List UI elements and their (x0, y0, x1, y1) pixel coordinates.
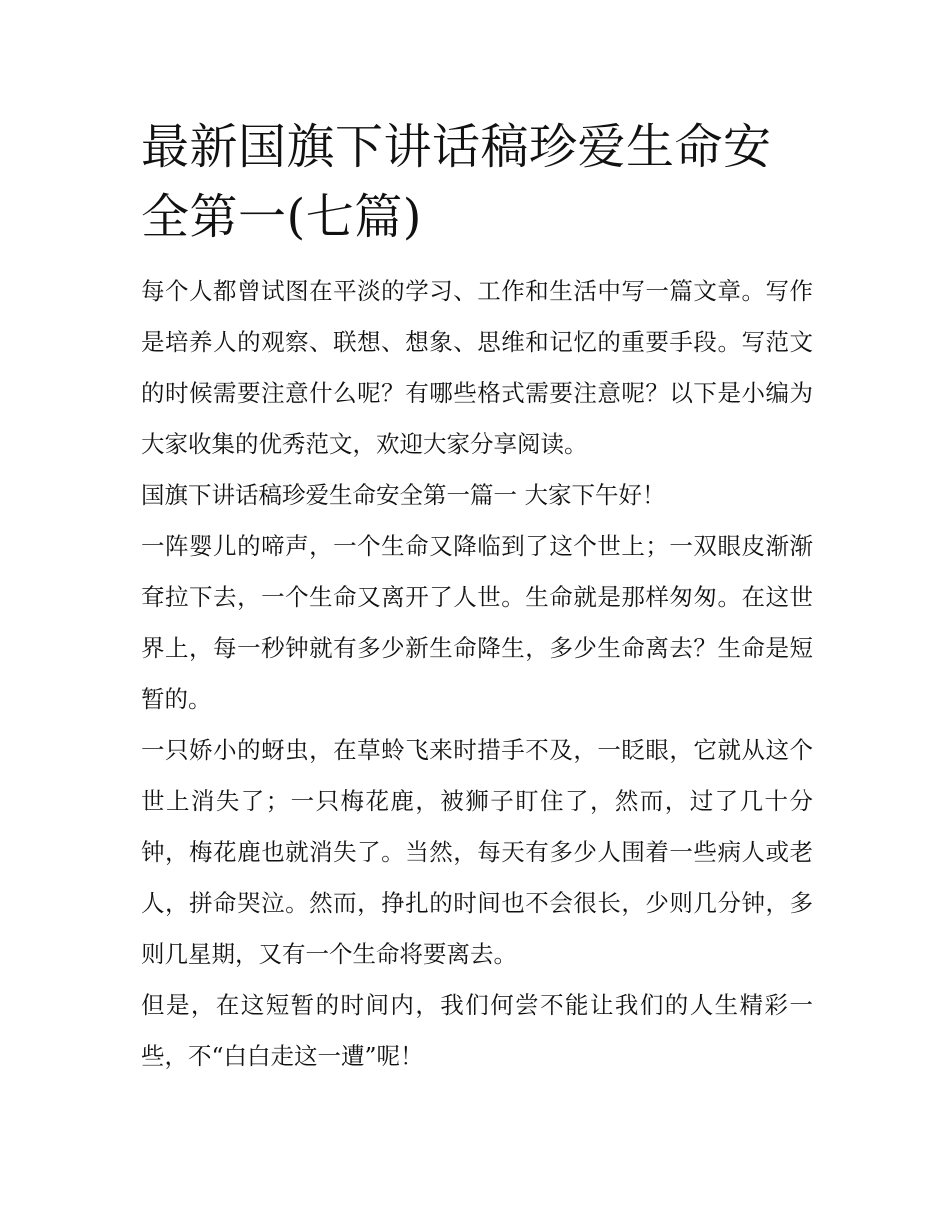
paragraph-life-examples: 一只娇小的蚜虫，在草蛉飞来时措手不及，一眨眼，它就从这个世上消失了；一只梅花鹿，被狮子盯住了，然而，过了几十分钟，梅花鹿也就消失了。当然，每天有多少人围着一些病人或老人，拼命哭泣。然而，挣扎的时间也不会很长，少则几分钟，多则几星期，又有一个生命将要离去。 (141, 736, 813, 968)
document-body (141, 266, 813, 1082)
document-page (141, 112, 813, 1082)
paragraph-conclusion: 但是，在这短暂的时间内，我们何尝不能让我们的人生精彩一些，不“白白走这一遭”呢！ (141, 991, 813, 1070)
paragraph-intro: 每个人都曾试图在平淡的学习、工作和生活中写一篇文章。写作是培养人的观察、联想、想象、思维和记忆的重要手段。写范文的时候需要注意什么呢？有哪些格式需要注意呢？以下是小编为大家收集的优秀范文，欢迎大家分享阅读。 (141, 277, 813, 458)
paragraph-life-birth: 一阵婴儿的啼声，一个生命又降临到了这个世上；一双眼皮渐渐耷拉下去，一个生命又离开了人世。生命就是那样匆匆。在这世界上，每一秒钟就有多少新生命降生，多少生命离去？生命是短暂的。 (141, 532, 813, 713)
document-title: 最新国旗下讲话稿珍爱生命安全第一(七篇) (141, 119, 772, 245)
paragraph-greeting: 国旗下讲话稿珍爱生命安全第一篇一 大家下午好！ (141, 481, 666, 509)
